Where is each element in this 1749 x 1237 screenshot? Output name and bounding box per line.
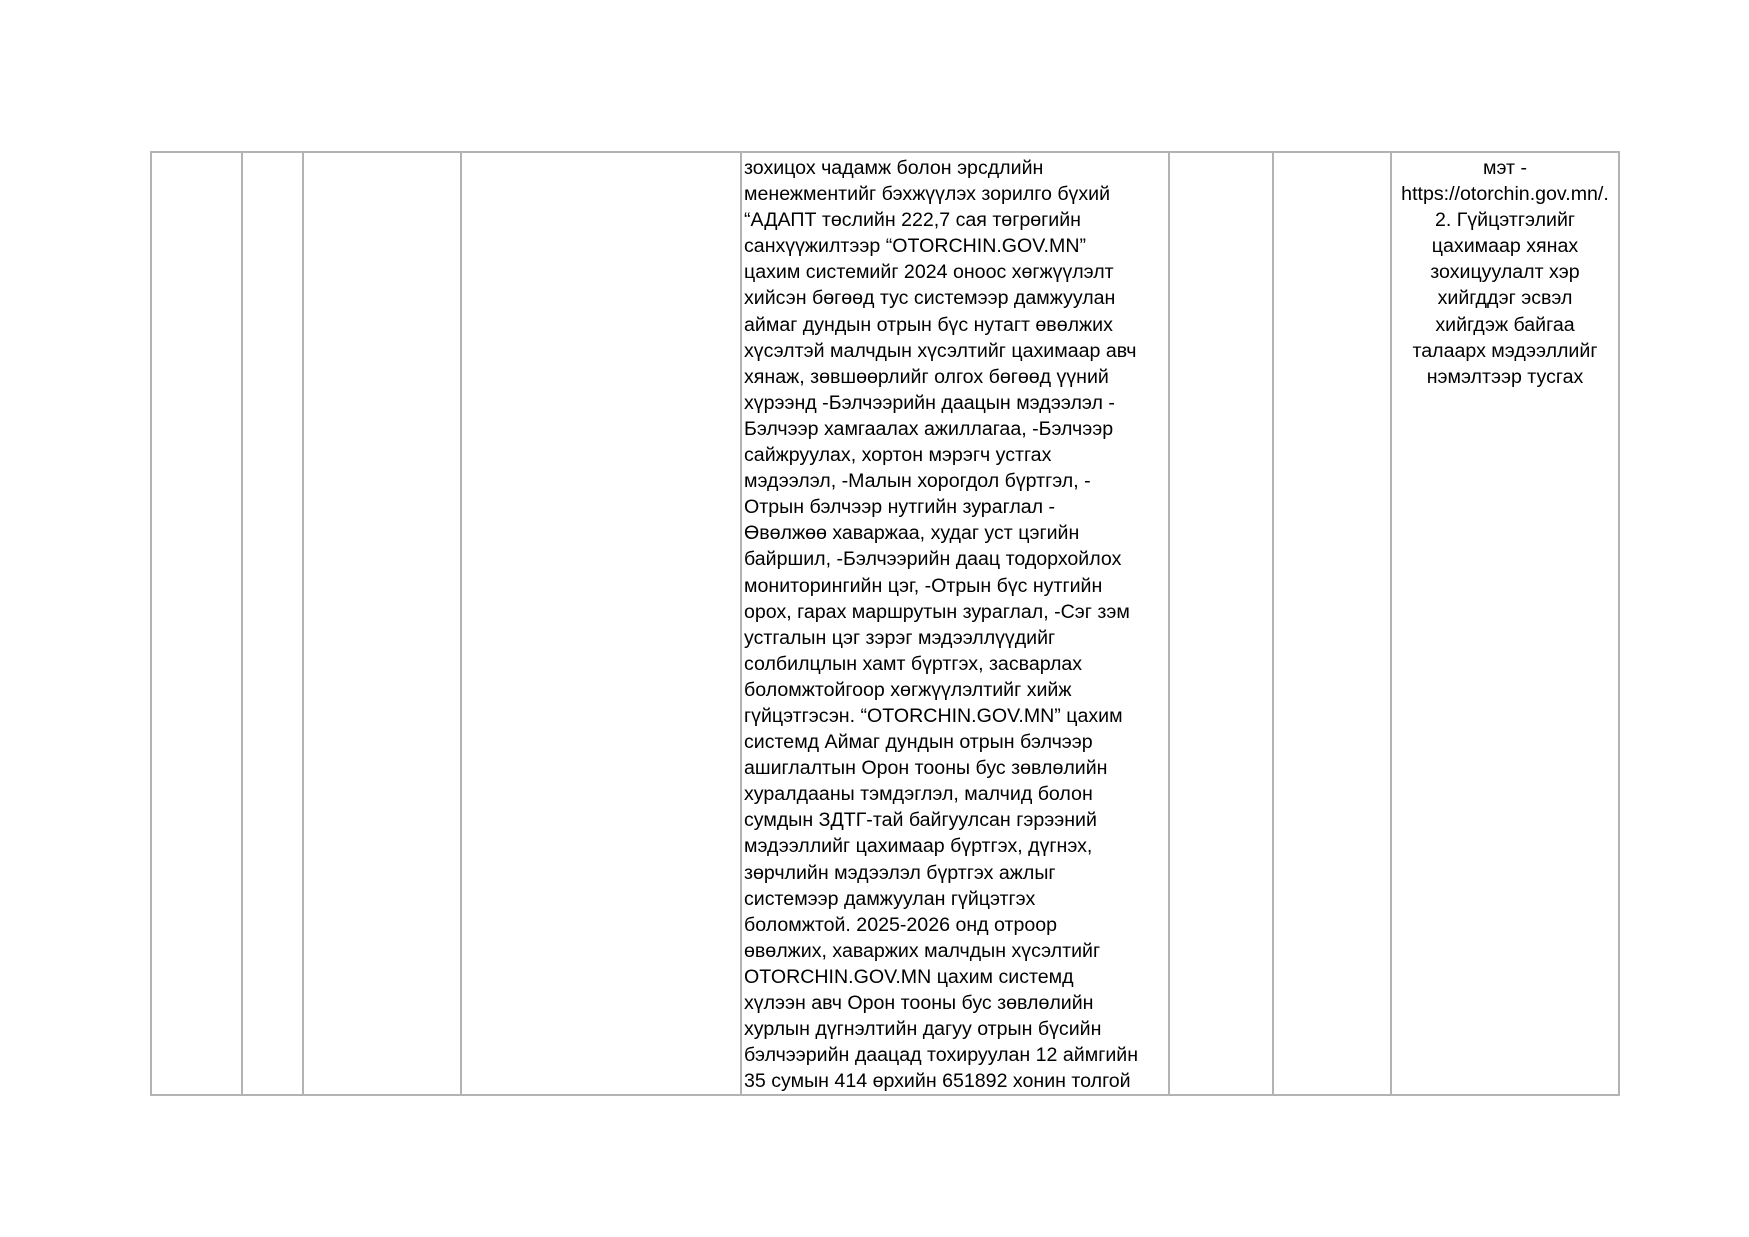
table-cell-7: [1273, 152, 1391, 1095]
report-table: [150, 151, 1620, 1096]
table-cell-2: [242, 152, 303, 1095]
table-cell-3: [303, 152, 461, 1095]
table-row: [151, 152, 1619, 1095]
main-description-text: зохицох чадамж болон эрсдлийн менежментийг бэхжүүлэх зорилго бүхий “АДАПТ төслийн 222,7 сая төгрөгийн санхүүжилтээр “OTORCHIN.GOV.MN” цахим системийг 2024 оноос хөгжүүлэлт хийсэн бөгөөд тус системээр дамжуулан аймаг дундын отрын бүс нутагт өвөлжих хүсэлтэй малчдын хүсэлтийг цахимаар авч хянаж, зөвшөөрлийг олгох бөгөөд үүний хүрээнд -Бэлчээрийн даацын мэдээлэл - Бэлчээр хамгаалах ажиллагаа, -Бэлчээр сайжруулах, хортон мэрэгч устгах мэдээлэл, -Малын хорогдол бүртгэл, - Отрын бэлчээр нутгийн зураглал - Өвөлжөө хаваржаа, худаг уст цэгийн байршил, -Бэлчээрийн даац тодорхойлох мониторингийн цэг, -Отрын бүс нутгийн орох, гарах маршрутын зураглал, -Сэг зэм устгалын цэг зэрэг мэдээллүүдийг солбилцлын хамт бүртгэх, засварлах боломжтойгоор хөгжүүлэлтийг хийж гүйцэтгэсэн. “OTORCHIN.GOV.MN” цахим системд Аймаг дундын отрын бэлчээр ашиглалтын Орон тооны бус зөвлөлийн хуралдааны тэмдэглэл, малчид болон сумдын ЗДТГ-тай байгуулсан гэрээний мэдээллийг цахимаар бүртгэх, дүгнэх, зөрчлийн мэдээлэл бүртгэх ажлыг системээр дамжуулан гүйцэтгэх боломжтой. 2025-2026 онд отроор өвөлжих, хаваржих малчдын хүсэлтийг OTORCHIN.GOV.MN цахим системд хүлээн авч Орон тооны бус зөвлөлийн хурлын дүгнэлтийн дагуу отрын бүсийн бэлчээрийн даацад тохируулан 12 аймгийн 35 сумын 414 өрхийн 651892 хонин толгой: [744, 157, 1139, 1093]
table-cell-4: [461, 152, 741, 1095]
table-cell-1: [151, 152, 242, 1095]
table-cell-6: [1169, 152, 1273, 1095]
notes-text: мэт - https://otorchin.gov.mn/. 2. Гүйцэтгэлийг цахимаар хянах зохицуулалт хэр хийгддэг эсвэл хийгдэж байгаа талаарх мэдээллийг нэмэлтээр тусгах: [1401, 157, 1609, 388]
table-cell-notes: [1391, 152, 1619, 1095]
table-cell-main-description: [741, 152, 1169, 1095]
